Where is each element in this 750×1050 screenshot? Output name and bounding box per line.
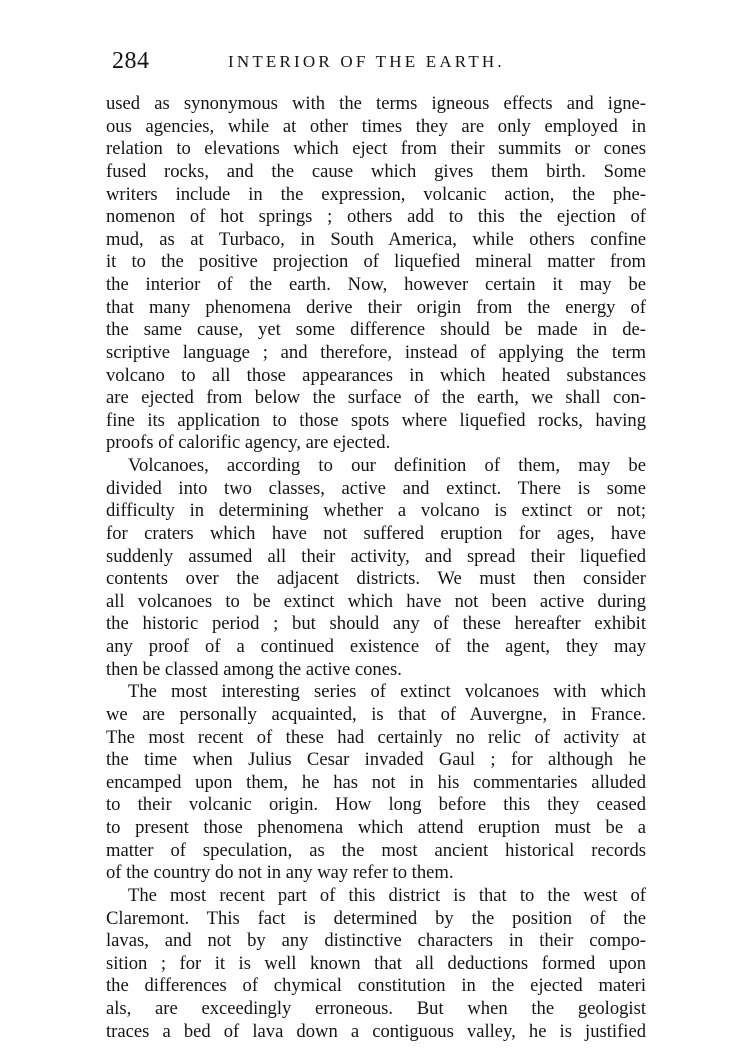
text-line: are ejected from below the surface of the earth, we shall con- bbox=[106, 387, 646, 409]
text-line: ous agencies, while at other times they are only employed in bbox=[106, 115, 646, 137]
text-line: the same cause, yet some difference should be made in de- bbox=[106, 319, 646, 341]
text-line: suddenly assumed all their activity, and spread their liquefied bbox=[106, 545, 646, 567]
text-line: Volcanoes, according to our definition of them, may be bbox=[128, 455, 646, 476]
text-line: contents over the adjacent districts. We must then consider bbox=[106, 568, 646, 590]
text-line: then be classed among the active cones. bbox=[106, 658, 402, 680]
text-line: The most recent of these had certainly no relic of activity at bbox=[106, 726, 646, 748]
text-line: nomenon of hot springs ; others add to this the ejection of bbox=[106, 206, 646, 228]
text-line: writers include in the expression, volcanic action, the phe- bbox=[106, 183, 646, 205]
text-line: volcano to all those appearances in which heated substances bbox=[106, 364, 646, 386]
text-line: the time when Julius Cesar invaded Gaul ; for although he bbox=[106, 749, 646, 771]
text-line: traces a bed of lava down a contiguous valley, he is justified bbox=[106, 1020, 646, 1042]
text-line: fused rocks, and the cause which gives them birth. Some bbox=[106, 160, 646, 182]
text-line: it to the positive projection of liquefied mineral matter from bbox=[106, 251, 646, 273]
text-line: used as synonymous with the terms igneous effects and igne- bbox=[106, 93, 646, 114]
text-line: that many phenomena derive their origin from the energy of bbox=[106, 296, 646, 318]
text-line: sition ; for it is well known that all deductions formed upon bbox=[106, 952, 646, 974]
text-line: for craters which have not suffered eruption for ages, have bbox=[106, 522, 646, 544]
text-line: the interior of the earth. Now, however certain it may be bbox=[106, 274, 646, 295]
text-line: matter of speculation, as the most ancient historical records bbox=[106, 839, 646, 861]
text-line: lavas, and not by any distinctive characters in their compo- bbox=[106, 930, 646, 952]
text-line: The most recent part of this district is that to the west of bbox=[128, 884, 646, 906]
text-line: als, are exceedingly erroneous. But when the geologist bbox=[106, 998, 646, 1019]
text-line: to present those phenomena which attend eruption must be a bbox=[106, 817, 646, 838]
text-line: the differences of chymical constitution in the ejected materi bbox=[106, 975, 646, 997]
text-line: difficulty in determining whether a volcano is extinct or not; bbox=[106, 500, 646, 522]
text-line: we are personally acquainted, is that of Auvergne, in France. bbox=[106, 703, 646, 725]
text-line: encamped upon them, he has not in his commentaries alluded bbox=[106, 771, 646, 793]
page-number: 284 bbox=[112, 48, 150, 74]
text-line: fine its application to those spots where liquefied rocks, having bbox=[106, 409, 646, 431]
text-line: of the country do not in any way refer to them. bbox=[106, 862, 454, 884]
text-line: the historic period ; but should any of these hereafter exhibit bbox=[106, 613, 646, 635]
text-line: proofs of calorific agency, are ejected. bbox=[106, 432, 391, 454]
text-line: scriptive language ; and therefore, instead of applying the term bbox=[106, 341, 646, 363]
text-line: divided into two classes, active and extinct. There is some bbox=[106, 477, 646, 499]
text-line: Claremont. This fact is determined by the position of the bbox=[106, 907, 646, 929]
text-line: mud, as at Turbaco, in South America, while others confine bbox=[106, 228, 646, 250]
text-line: any proof of a continued existence of the agent, they may bbox=[106, 636, 646, 657]
text-line: The most interesting series of extinct volcanoes with which bbox=[128, 681, 646, 703]
page-header bbox=[106, 46, 646, 76]
text-line: relation to elevations which eject from their summits or cones bbox=[106, 138, 646, 160]
text-line: to their volcanic origin. How long before this they ceased bbox=[106, 794, 646, 816]
running-head: INTERIOR OF THE EARTH. bbox=[228, 52, 505, 71]
body-text bbox=[106, 93, 646, 1043]
text-line: all volcanoes to be extinct which have not been active during bbox=[106, 590, 646, 612]
